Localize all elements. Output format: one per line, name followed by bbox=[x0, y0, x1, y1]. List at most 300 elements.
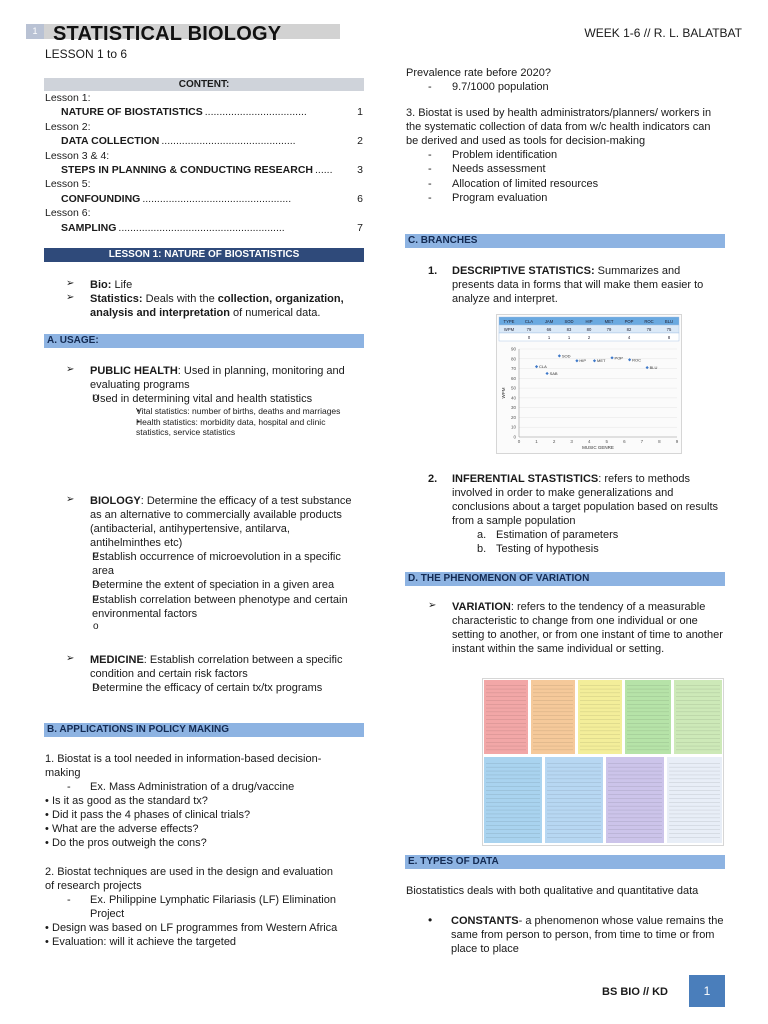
variation-table-line bbox=[676, 719, 720, 720]
chart-table-cell: 66 bbox=[546, 327, 552, 332]
variation-table-line bbox=[486, 723, 526, 724]
inferential-statistics bbox=[406, 472, 724, 556]
chart-svg bbox=[497, 315, 681, 453]
variation-table-block bbox=[545, 757, 603, 843]
variation-table-line bbox=[486, 779, 540, 780]
variation-table-line bbox=[486, 715, 526, 716]
variation-table-line bbox=[627, 685, 669, 686]
policy-bullet: What are the adverse effects? bbox=[52, 823, 199, 836]
policy-bullet-row bbox=[45, 836, 345, 850]
health-stats: ▪ Health statistics: morbidity data, hospital and clinic statistics, service statistics bbox=[22, 417, 362, 438]
chart-x-tick: 1 bbox=[535, 439, 538, 444]
variation-table-block bbox=[625, 680, 671, 754]
variation-table-line bbox=[608, 825, 662, 826]
variation-table-line bbox=[669, 794, 720, 795]
variation-table-line bbox=[486, 825, 540, 826]
biology-sub-item: o Determine the extent of speciation in a given area bbox=[22, 578, 362, 592]
variation-table-line bbox=[627, 734, 669, 735]
variation-table-line bbox=[486, 750, 526, 751]
variation-table-line bbox=[486, 738, 526, 739]
variation-table-line bbox=[533, 746, 573, 747]
variation-table-line bbox=[608, 779, 662, 780]
variation-table-line bbox=[608, 810, 662, 811]
variation-table-line bbox=[486, 822, 540, 823]
variation-table-line bbox=[580, 696, 620, 697]
variation-table-line bbox=[486, 727, 526, 728]
variation-table-line bbox=[608, 806, 662, 807]
variation-table-line bbox=[547, 763, 601, 764]
variation-table-block bbox=[484, 680, 528, 754]
variation-table-line bbox=[676, 685, 720, 686]
usage-heading: A. USAGE: bbox=[44, 334, 364, 348]
variation-table-line bbox=[608, 790, 662, 791]
variation-table-line bbox=[669, 779, 720, 780]
variation-table-line bbox=[486, 719, 526, 720]
chart-y-tick: 20 bbox=[510, 414, 516, 420]
usage-biology bbox=[66, 494, 362, 635]
variation-table-line bbox=[486, 837, 540, 838]
chart-x-tick: 8 bbox=[658, 439, 661, 444]
toc-entry[interactable] bbox=[45, 222, 363, 236]
variation-table-line bbox=[486, 829, 540, 830]
chart-table-cell: MET bbox=[604, 319, 614, 324]
variation-table-line bbox=[547, 790, 601, 791]
variation-table-line bbox=[486, 771, 540, 772]
page-number-tab: 1 bbox=[26, 24, 44, 39]
chart-x-tick: 0 bbox=[517, 439, 521, 444]
chart-x-tick: 5 bbox=[605, 439, 609, 444]
variation-table-line bbox=[580, 723, 620, 724]
chart-y-tick: 80 bbox=[510, 356, 516, 362]
chart-point-label: POP bbox=[614, 355, 623, 361]
toc-entry[interactable] bbox=[45, 164, 363, 178]
variation-table-line bbox=[676, 734, 720, 735]
chart-table-cell: 79 bbox=[606, 327, 612, 332]
variation-table-line bbox=[486, 742, 526, 743]
bullet-dot: • bbox=[45, 795, 49, 808]
variation-table-line bbox=[486, 775, 540, 776]
variation-table-block bbox=[531, 680, 575, 754]
variation-table-line bbox=[627, 712, 669, 713]
variation-table-line bbox=[533, 734, 573, 735]
medicine-item: ➢ MEDICINE: Establish correlation between a specific condition and certain risk factors bbox=[66, 653, 362, 681]
public-health-item: ➢ PUBLIC HEALTH: Used in planning, monitoring and evaluating programs bbox=[66, 364, 362, 392]
variation-table-line bbox=[669, 822, 720, 823]
toc-entry[interactable] bbox=[45, 106, 363, 120]
chart-table-cell: 0 bbox=[527, 335, 531, 340]
statistics-definition: ➢ Statistics: Deals with the collection, organization, analysis and interpretation of numerical data. bbox=[66, 292, 362, 320]
variation-table-line bbox=[486, 790, 540, 791]
variation-table-line bbox=[547, 833, 601, 834]
variation-table-line bbox=[580, 685, 620, 686]
chart-point-label: SOD bbox=[561, 353, 571, 359]
biology-sub-item: o Establish correlation between phenotype and certain environmental factors bbox=[22, 593, 362, 621]
variation-table-line bbox=[486, 810, 540, 811]
variation-table-line bbox=[627, 738, 669, 739]
chart-table-cell: 8 bbox=[667, 335, 671, 340]
chart-table-cell: CLA bbox=[524, 319, 534, 324]
chart-table-cell: 80 bbox=[586, 327, 592, 332]
policy-bullet-row bbox=[45, 794, 345, 808]
chart-x-tick: 9 bbox=[675, 439, 679, 444]
chart-table-cell: HIP bbox=[585, 319, 593, 324]
health-tool-item: - Program evaluation bbox=[406, 191, 724, 205]
variation-table-line bbox=[486, 708, 526, 709]
chart-point bbox=[545, 372, 548, 375]
variation-table-line bbox=[676, 738, 720, 739]
toc-page: 2 bbox=[357, 135, 363, 148]
variation-table-block bbox=[578, 680, 622, 754]
variation-table-line bbox=[580, 742, 620, 743]
variation-table-line bbox=[533, 750, 573, 751]
chart-point-label: BLU bbox=[649, 365, 658, 371]
variation-table-line bbox=[669, 786, 720, 787]
variation-table-line bbox=[608, 786, 662, 787]
policy-body bbox=[45, 752, 345, 949]
variation-table-line bbox=[608, 767, 662, 768]
variation-table-line bbox=[533, 704, 573, 705]
variation-table-line bbox=[580, 734, 620, 735]
policy-bullet: Evaluation: will it achieve the targeted bbox=[52, 935, 237, 948]
variation-table-line bbox=[669, 790, 720, 791]
policy-bullet: Do the pros outweigh the cons? bbox=[52, 837, 207, 850]
descriptive-item: 1. DESCRIPTIVE STATISTICS: Summarizes and presents data in forms that will make them easier to analyze and interpret. bbox=[428, 265, 704, 306]
variation-table-line bbox=[676, 689, 720, 690]
chart-table-cell: POP bbox=[624, 319, 634, 324]
policy-bullet: Is it as good as the standard tx? bbox=[52, 795, 208, 808]
variation-table-line bbox=[669, 833, 720, 834]
variation-table-line bbox=[533, 693, 573, 694]
variation-table-line bbox=[676, 750, 720, 751]
variation-heading: D. THE PHENOMENON OF VARIATION bbox=[405, 572, 725, 586]
variation-table-line bbox=[547, 806, 601, 807]
document-title: STATISTICAL BIOLOGY bbox=[53, 23, 282, 45]
biology-sub-item bbox=[22, 621, 362, 635]
variation-table-line bbox=[676, 693, 720, 694]
toc-entry-title: SAMPLING bbox=[61, 221, 117, 234]
toc-dots: ................................................... bbox=[142, 192, 292, 205]
policy-bullet: Did it pass the 4 phases of clinical trials? bbox=[52, 809, 251, 822]
variation-table-line bbox=[676, 727, 720, 728]
variation-table-line bbox=[627, 696, 669, 697]
sub-text: Testing of hypothesis bbox=[496, 543, 599, 556]
variation-table-line bbox=[486, 794, 540, 795]
variation-table-line bbox=[580, 693, 620, 694]
variation-table-line bbox=[486, 731, 526, 732]
variation-table-line bbox=[533, 696, 573, 697]
inferential-item: 2. INFERENTIAL STASTISTICS: refers to methods involved in order to make generalizations and conclusions about a target population based on results from a sample population bbox=[428, 473, 719, 528]
week-info: WEEK 1-6 // R. L. BALATBAT bbox=[584, 26, 742, 40]
variation-table-line bbox=[676, 715, 720, 716]
variation-table-line bbox=[669, 802, 720, 803]
toc-entry-title: STEPS IN PLANNING & CONDUCTING RESEARCH bbox=[61, 163, 314, 176]
variation-table-line bbox=[676, 712, 720, 713]
lesson1-definitions bbox=[66, 278, 362, 320]
chart-y-tick: 0 bbox=[513, 434, 516, 440]
chart-x-label: MUSIC GENRE bbox=[582, 445, 614, 450]
table-of-contents bbox=[45, 92, 363, 236]
bullet-dot: • bbox=[45, 809, 49, 822]
descriptive-statistics bbox=[406, 264, 724, 306]
chart-table-cell: SOD bbox=[564, 319, 574, 324]
bullet-dot: • bbox=[45, 935, 49, 948]
variation-table-line bbox=[608, 794, 662, 795]
variation-table-line bbox=[547, 802, 601, 803]
chart-point bbox=[575, 359, 578, 362]
variation-table-line bbox=[627, 750, 669, 751]
variation-table-line bbox=[580, 712, 620, 713]
chart-point-label: CLA bbox=[539, 364, 547, 370]
chart-point-label: HIP bbox=[579, 358, 587, 364]
biology-sub-item: o Establish occurrence of microevolution in a specific area bbox=[22, 550, 362, 578]
variation-definition bbox=[428, 600, 724, 656]
health-tool-item: - Needs assessment bbox=[406, 162, 724, 176]
toc-page: 3 bbox=[357, 163, 363, 176]
chart-x-tick: 3 bbox=[570, 439, 573, 444]
sub-letter: b. bbox=[477, 543, 487, 556]
variation-table-line bbox=[676, 723, 720, 724]
toc-lesson-label: Lesson 5: bbox=[45, 178, 91, 191]
variation-table-line bbox=[547, 783, 601, 784]
variation-table-line bbox=[580, 704, 620, 705]
toc-dots: .............................................. bbox=[161, 135, 296, 148]
right-top-block bbox=[406, 66, 724, 205]
toc-dots: ................................... bbox=[204, 106, 307, 119]
variation-table-line bbox=[676, 704, 720, 705]
sub-letter: a. bbox=[477, 529, 487, 542]
policy-bullet-row bbox=[45, 822, 345, 836]
sub-text: Estimation of parameters bbox=[496, 529, 619, 542]
variation-table-line bbox=[547, 794, 601, 795]
variation-table-line bbox=[580, 700, 620, 701]
variation-table-line bbox=[486, 712, 526, 713]
variation-table-line bbox=[627, 731, 669, 732]
variation-table-line bbox=[608, 837, 662, 838]
variation-table-line bbox=[627, 693, 669, 694]
variation-table-line bbox=[627, 746, 669, 747]
types-intro: Biostatistics deals with both qualitative and quantitative data bbox=[406, 885, 699, 897]
chart-y-tick: 70 bbox=[510, 366, 516, 372]
medicine-sub: o Determine the efficacy of certain tx/tx programs bbox=[22, 681, 362, 695]
variation-table-line bbox=[676, 696, 720, 697]
variation-table-line bbox=[669, 775, 720, 776]
policy-point-1: 1. Biostat is a tool needed in information-based decision-making bbox=[45, 753, 322, 780]
variation-table-line bbox=[486, 786, 540, 787]
chart-table-cell: ROC bbox=[644, 319, 654, 324]
variation-table-line bbox=[486, 763, 540, 764]
variation-table-line bbox=[533, 727, 573, 728]
chart-table-cell: 82 bbox=[626, 327, 632, 332]
toc-entry-title: CONFOUNDING bbox=[61, 192, 141, 205]
chart-table-cell: 2 bbox=[587, 335, 591, 340]
variation-table-line bbox=[669, 798, 720, 799]
branches-heading: C. BRANCHES bbox=[405, 234, 725, 248]
variation-table-line bbox=[608, 783, 662, 784]
inferential-sub-item bbox=[406, 528, 724, 542]
chart-y-tick: 30 bbox=[510, 405, 516, 411]
variation-table-block bbox=[606, 757, 664, 843]
variation-table-line bbox=[533, 708, 573, 709]
variation-table-line bbox=[608, 818, 662, 819]
variation-table-line bbox=[533, 742, 573, 743]
variation-table-line bbox=[627, 704, 669, 705]
variation-table-line bbox=[608, 798, 662, 799]
usage-medicine bbox=[66, 653, 362, 695]
variation-table-line bbox=[486, 806, 540, 807]
variation-table-line bbox=[547, 814, 601, 815]
variation-table-line bbox=[547, 837, 601, 838]
toc-entry[interactable] bbox=[45, 135, 363, 149]
variation-table-line bbox=[486, 704, 526, 705]
health-tool-item: - Problem identification bbox=[406, 148, 724, 162]
policy-bullet-row bbox=[45, 935, 345, 949]
variation-table-line bbox=[580, 727, 620, 728]
chart-table-cell: WPM bbox=[503, 327, 515, 332]
chart-table-cell: BLU bbox=[664, 319, 674, 324]
variation-table-line bbox=[486, 693, 526, 694]
variation-table-line bbox=[533, 689, 573, 690]
variation-table-line bbox=[580, 719, 620, 720]
variation-table-line bbox=[676, 731, 720, 732]
chart-x-tick: 7 bbox=[640, 439, 644, 444]
toc-page: 1 bbox=[357, 106, 363, 119]
footer-page-number: 1 bbox=[689, 975, 725, 1007]
variation-table-line bbox=[547, 771, 601, 772]
chart-table-cell: 1 bbox=[547, 335, 551, 340]
variation-table-block bbox=[667, 757, 722, 843]
variation-table-line bbox=[547, 825, 601, 826]
variation-table-line bbox=[608, 829, 662, 830]
variation-table-line bbox=[533, 685, 573, 686]
bullet-dot: • bbox=[45, 837, 49, 850]
variation-table-line bbox=[627, 719, 669, 720]
variation-table-block bbox=[674, 680, 722, 754]
policy-point-2: 2. Biostat techniques are used in the design and evaluation of research projects bbox=[45, 865, 334, 892]
chart-table-cell: 83 bbox=[566, 327, 572, 332]
variation-table-line bbox=[669, 837, 720, 838]
variation-table-line bbox=[547, 767, 601, 768]
variation-table-line bbox=[608, 763, 662, 764]
variation-table-line bbox=[486, 734, 526, 735]
variation-table-line bbox=[580, 715, 620, 716]
variation-table-line bbox=[486, 833, 540, 834]
variation-table-line bbox=[533, 715, 573, 716]
toc-page: 7 bbox=[357, 221, 363, 234]
variation-table-line bbox=[533, 719, 573, 720]
variation-table-line bbox=[547, 786, 601, 787]
chart-y-tick: 50 bbox=[510, 385, 516, 391]
prevalence-value: - 9.7/1000 population bbox=[406, 80, 724, 94]
variation-table-line bbox=[547, 822, 601, 823]
chart-table-cell: JAM bbox=[544, 319, 554, 324]
variation-table-line bbox=[627, 723, 669, 724]
chart-table-cell: 75 bbox=[666, 327, 672, 332]
variation-table-line bbox=[486, 767, 540, 768]
variation-table-line bbox=[669, 806, 720, 807]
types-heading: E. TYPES OF DATA bbox=[405, 855, 725, 869]
chart-point-label: SAB bbox=[549, 370, 558, 376]
toc-entry[interactable] bbox=[45, 193, 363, 207]
toc-lesson-label: Lesson 3 & 4: bbox=[45, 149, 110, 162]
variation-table-line bbox=[547, 829, 601, 830]
variation-table-line bbox=[486, 802, 540, 803]
variation-table-line bbox=[547, 818, 601, 819]
variation-table-line bbox=[486, 689, 526, 690]
lesson1-heading: LESSON 1: NATURE OF BIOSTATISTICS bbox=[44, 248, 364, 262]
variation-table-line bbox=[533, 723, 573, 724]
chart-point-label: MET bbox=[596, 358, 606, 364]
toc-entry-title: DATA COLLECTION bbox=[61, 135, 160, 148]
toc-page: 6 bbox=[357, 192, 363, 205]
policy-point-3: 3. Biostat is used by health administrators/planners/ workers in the systematic collection of data from w/c health indicators can be derived and used as tools for decision-making bbox=[406, 107, 712, 148]
variation-table-line bbox=[608, 802, 662, 803]
variation-data-tables bbox=[482, 678, 724, 846]
variation-table-line bbox=[608, 833, 662, 834]
chart-point bbox=[558, 354, 561, 357]
chart-point-label: ROC bbox=[632, 357, 641, 363]
bio-definition: ➢ Bio: Life bbox=[66, 278, 362, 292]
chart-x-tick: 4 bbox=[587, 439, 591, 444]
toc-lesson-label: Lesson 2: bbox=[45, 120, 91, 133]
types-body bbox=[406, 884, 724, 956]
chart-point bbox=[593, 359, 596, 362]
variation-table-line bbox=[486, 783, 540, 784]
vital-stats: ▪ Vital statistics: number of births, deaths and marriages bbox=[22, 406, 362, 417]
variation-table-line bbox=[580, 689, 620, 690]
toc-dots: ...... bbox=[315, 163, 333, 176]
variation-table-line bbox=[580, 750, 620, 751]
variation-table-line bbox=[547, 775, 601, 776]
variation-table-line bbox=[669, 767, 720, 768]
policy-example-2: - Ex. Philippine Lymphatic Filariasis (LF) Elimination Project bbox=[45, 893, 345, 921]
chart-y-tick: 10 bbox=[510, 424, 516, 430]
variation-table-line bbox=[580, 746, 620, 747]
variation-table-line bbox=[533, 731, 573, 732]
variation-table-line bbox=[669, 818, 720, 819]
chart-table-cell: 1 bbox=[567, 335, 571, 340]
variation-table-line bbox=[669, 810, 720, 811]
constants-item: • CONSTANTS- a phenomenon whose value remains the same from person to person, from time to time or from place to place bbox=[406, 914, 724, 956]
variation-table-line bbox=[676, 742, 720, 743]
variation-table-line bbox=[627, 727, 669, 728]
health-tool-item: - Allocation of limited resources bbox=[406, 177, 724, 191]
toc-entry-title: NATURE OF BIOSTATISTICS bbox=[61, 106, 203, 119]
variation-table-block bbox=[484, 757, 542, 843]
variation-table-line bbox=[580, 731, 620, 732]
public-health-sub: o Used in determining vital and health statistics bbox=[22, 392, 362, 406]
chart-table-cell: 79 bbox=[526, 327, 532, 332]
chart-table-cell: 78 bbox=[646, 327, 652, 332]
policy-bullet: Design was based on LF programmes from Western Africa bbox=[52, 921, 338, 934]
variation-table-line bbox=[669, 825, 720, 826]
variation-table-line bbox=[547, 779, 601, 780]
variation-table-line bbox=[486, 685, 526, 686]
variation-table-line bbox=[486, 814, 540, 815]
variation-table-line bbox=[669, 783, 720, 784]
chart-x-tick: 6 bbox=[623, 439, 626, 444]
toc-lesson-label: Lesson 1: bbox=[45, 92, 91, 104]
variation-table-line bbox=[547, 810, 601, 811]
variation-table-line bbox=[676, 746, 720, 747]
variation-table-line bbox=[669, 763, 720, 764]
variation-table-line bbox=[669, 814, 720, 815]
variation-table-line bbox=[627, 708, 669, 709]
variation-table-line bbox=[669, 771, 720, 772]
chart-y-tick: 40 bbox=[510, 395, 516, 401]
variation-table-line bbox=[486, 700, 526, 701]
variation-tables-svg bbox=[483, 679, 723, 845]
chart-y-tick: 60 bbox=[510, 375, 516, 381]
